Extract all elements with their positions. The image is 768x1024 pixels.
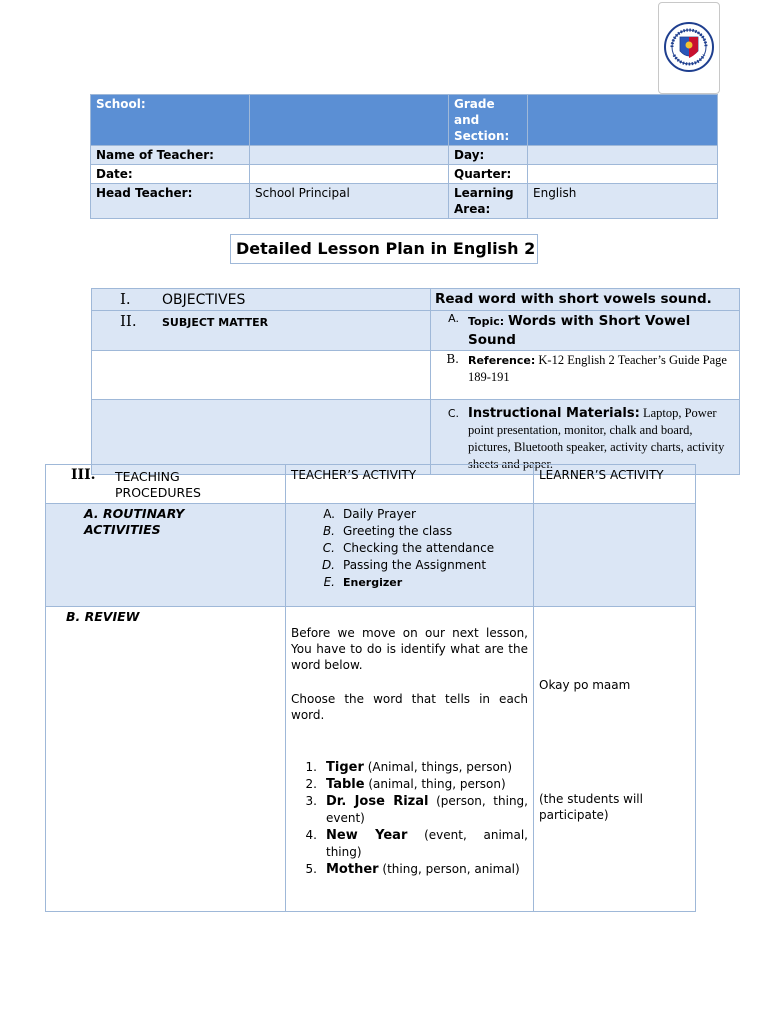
topic-item: [435, 312, 735, 349]
materials-item: [435, 401, 735, 473]
deped-seal: [658, 2, 720, 94]
reference-value: K-12 English 2 Teacher’s Guide Page 189-191: [468, 353, 727, 384]
learner-activity-header: LEARNER’S ACTIVITY: [539, 468, 664, 482]
review-instruction: Choose the word that tells in each word.: [291, 692, 528, 722]
header-row: [91, 184, 718, 219]
learner-reply-participate: (the students will participate): [539, 792, 643, 822]
routinary-row: [46, 504, 696, 607]
list-item: 2. Table (animal, thing, person): [305, 777, 506, 792]
day-label: Day:: [449, 146, 528, 165]
learning-area-label: Learning Area:: [449, 184, 528, 219]
list-item: A. Daily Prayer: [323, 507, 416, 521]
header-row: [91, 95, 718, 146]
date-label: Date:: [91, 165, 250, 184]
header-row: [91, 146, 718, 165]
reference-row: [92, 351, 740, 400]
school-value: [250, 95, 449, 146]
list-item: D. Passing the Assignment: [321, 558, 487, 572]
school-label: School:: [91, 95, 250, 146]
quarter-label: Quarter:: [449, 165, 528, 184]
topic-marker: A.: [448, 312, 459, 325]
day-value: [528, 146, 718, 165]
routinary-list: [291, 506, 528, 591]
procedures-header-row: [46, 465, 696, 504]
review-label: B. REVIEW: [66, 609, 140, 624]
learning-area-value: English: [528, 184, 718, 219]
teacher-name-value: [250, 146, 449, 165]
head-teacher-value: School Principal: [250, 184, 449, 219]
materials-label: Instructional Materials:: [468, 406, 640, 421]
teacher-name-label: Name of Teacher:: [91, 146, 250, 165]
objectives-number: I.: [120, 290, 131, 308]
header-row: [91, 165, 718, 184]
procedures-label: TEACHING PROCEDURES: [115, 469, 201, 500]
reference-marker: B.: [446, 352, 459, 366]
page-title: Detailed Lesson Plan in English 2: [230, 234, 538, 264]
list-item: 1. Tiger (Animal, things, person): [305, 760, 513, 775]
objective-text: Read word with short vowels sound.: [435, 291, 712, 307]
quarter-value: [528, 165, 718, 184]
materials-marker: C.: [447, 407, 459, 420]
list-item: 4. New Year (event, animal, thing): [305, 828, 528, 859]
header-info-table: [90, 94, 718, 219]
review-intro: Before we move on our next lesson, You have to do is identify what are the word below.: [291, 626, 528, 672]
date-value: [250, 165, 449, 184]
procedures-table: [45, 464, 696, 912]
objectives-label: OBJECTIVES: [162, 292, 246, 308]
learner-reply-okay: Okay po maam: [539, 678, 631, 692]
grade-section-value: [528, 95, 718, 146]
review-row: [46, 607, 696, 912]
list-item: C. Checking the attendance: [322, 541, 495, 555]
review-list: [291, 759, 528, 878]
routinary-label: A. ROUTINARY ACTIVITIES: [84, 506, 185, 537]
objectives-row: [92, 289, 740, 311]
list-item: 3. Dr. Jose Rizal (person, thing, event): [305, 794, 528, 825]
subject-matter-row: [92, 311, 740, 351]
reference-item: [435, 352, 735, 386]
procedures-number: III.: [71, 467, 96, 483]
topic-value: Words with Short Vowel Sound: [468, 313, 691, 348]
reference-label: Reference:: [468, 354, 536, 367]
head-teacher-label: Head Teacher:: [91, 184, 250, 219]
list-item: E. Energizer: [323, 575, 403, 589]
objectives-table: [91, 288, 740, 475]
list-item: B. Greeting the class: [322, 524, 453, 538]
list-item: 5. Mother (thing, person, animal): [305, 862, 520, 877]
deped-seal-icon: [663, 7, 715, 87]
teacher-activity-header: TEACHER’S ACTIVITY: [291, 468, 417, 482]
grade-section-label: Grade and Section:: [449, 95, 528, 146]
subject-matter-label: SUBJECT MATTER: [162, 316, 269, 329]
topic-label: Topic:: [468, 315, 505, 328]
subject-matter-number: II.: [120, 312, 137, 330]
materials-value: Laptop, Power point presentation, monitor, chalk and board, pictures, Bluetooth speaker, activity charts, activity sheets and paper.: [468, 406, 725, 471]
